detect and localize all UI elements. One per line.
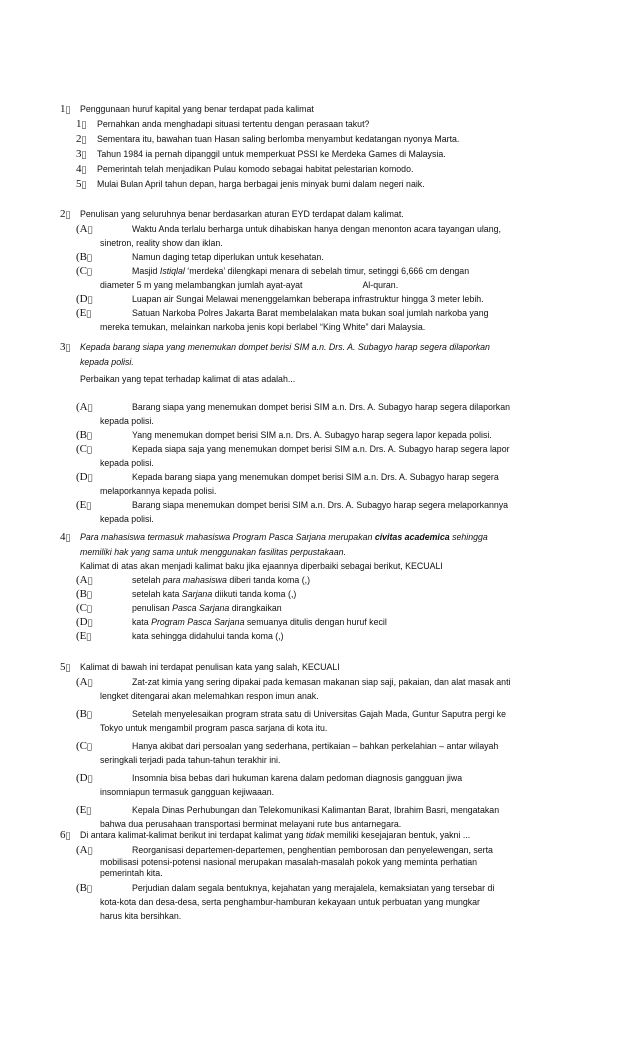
q3-option-d: (D Kepada barang siapa yang menemukan dompet berisi SIM a.n. Drs. A. Subagyo harap segera melaporkannya kepada polisi.: [76, 471, 499, 496]
question-4-stem: 4 Para mahasiswa termasuk mahasiswa Program Pasca Sarjana merupakan civitas academica sehingga: [60, 531, 488, 543]
question-4: 4 Para mahasiswa termasuk mahasiswa Program Pasca Sarjana merupakan civitas academica sehingga memiliki hak yang sama untuk menggunakan fasilitas perpustakaan. Kalimat di atas akan menjadi kalimat baku jika ejaannya diperbaiki sebagai berikut, KECUALI (A setelah para mahasiswa diberi tanda koma (,) (B setelah kata Sarjana diikuti tanda koma (,) (C penulisan Pasca Sarjana dirangkaikan (D kata Program Pasca Sarjana semuanya ditulis dengan huruf kecil (E kata sehingga didahului tanda koma (,): [60, 530, 580, 643]
q2-option-c: (C Masjid Istiqlal ‘merdeka’ dilengkapi menara di sebelah timur, setinggi 6,666 cm dengan diameter 5 m yang melambangkan jumlah ayat-ayat Al-quran.: [76, 265, 470, 290]
q5-option-d: (D Insomnia bisa bebas dari hukuman karena dalam pedoman diagnosis gangguan jiwa insomniapun termasuk gangguan kejiwaaan.: [76, 772, 463, 797]
question-1: [60, 102, 580, 192]
q2-option-e: (E Satuan Narkoba Polres Jakarta Barat membelalakan mata bukan soal jumlah narkoba yang mereka temukan, melainkan narkoba jenis kopi berlabel “King White” dari Malaysia.: [76, 307, 489, 332]
q3-option-c: (C Kepada siapa saja yang menemukan dompet berisi SIM a.n. Drs. A. Subagyo harap segera lapor kepada polisi.: [76, 443, 510, 468]
q4-option-b: (B setelah kata Sarjana diikuti tanda koma (,): [76, 588, 297, 600]
q1-item: 4 Pemerintah telah menjadikan Pulau komodo sebagai habitat pelestarian komodo.: [76, 163, 414, 175]
q6-option-b: (B Perjudian dalam segala bentuknya, kejahatan yang merajalela, kemaksiatan yang tersebar di kota-kota dan desa-desa, serta penghambur-hamburan kekayaan untuk perbuatan yang mungkar harus kita bersihkan.: [76, 882, 495, 921]
q4-option-c: (C penulisan Pasca Sarjana dirangkaikan: [76, 602, 282, 614]
question-3: 3 Kepada barang siapa yang menemukan dompet berisi SIM a.n. Drs. A. Subagyo harap segera dilaporkan kepada polisi. Perbaikan yang tepat terhadap kalimat di atas adalah... (A Barang siapa yang menemukan dompet berisi SIM a.n. Drs. A. Subagyo harap segera dilaporkan kepada polisi. (B Yang menemukan dompet berisi SIM a.n. Drs. A. Subagyo harap segera lapor kepada polisi. (C Kepada siapa saja yang menemukan dompet berisi SIM a.n. Drs. A. Subagyo harap segera lapor kepada polisi. (D Kepada barang siapa yang menemukan dompet berisi SIM a.n. Drs. A. Subagyo harap segera melaporkannya kepada polisi. (E Barang siapa menemukan dompet berisi SIM a.n. Drs. A. Subagyo harap segera melaporkannya kepada polisi.: [60, 340, 580, 526]
q3-option-e: (E Barang siapa menemukan dompet berisi SIM a.n. Drs. A. Subagyo harap segera melaporkannya kepada polisi.: [76, 499, 509, 524]
question-1-stem: 1 Penggunaan huruf kapital yang benar terdapat pada kalimat: [60, 103, 314, 115]
question-4-prompt: Kalimat di atas akan menjadi kalimat baku jika ejaannya diperbaiki sebagai berikut, KECUALI: [80, 561, 443, 571]
question-3-stem: 3 Kepada barang siapa yang menemukan dompet berisi SIM a.n. Drs. A. Subagyo harap segera dilaporkan: [60, 341, 490, 353]
q4-option-d: (D kata Program Pasca Sarjana semuanya ditulis dengan huruf kecil: [76, 616, 387, 628]
question-2: [60, 207, 580, 334]
q1-item: 3 Tahun 1984 ia pernah dipanggil untuk memperkuat PSSI ke Merdeka Games di Malaysia.: [76, 148, 446, 160]
question-5-stem: 5 Kalimat di bawah ini terdapat penulisan kata yang salah, KECUALI: [60, 661, 340, 673]
q3-option-b: (B Yang menemukan dompet berisi SIM a.n. Drs. A. Subagyo harap segera lapor kepada polisi.: [76, 429, 492, 441]
q2-option-b: (B Namun daging tetap diperlukan untuk kesehatan.: [76, 251, 324, 263]
q3-option-a: (A Barang siapa yang menemukan dompet berisi SIM a.n. Drs. A. Subagyo harap segera dilaporkan kepada polisi.: [76, 401, 510, 426]
q2-option-d: (D Luapan air Sungai Melawai menenggelamkan beberapa infrastruktur hingga 3 meter lebih.: [76, 293, 484, 305]
q4-option-e: (E kata sehingga didahului tanda koma (,): [76, 630, 284, 642]
q5-option-e: (E Kepala Dinas Perhubungan dan Telekomunikasi Kalimantan Barat, Ibrahim Basri, mengatakan bahwa dua perusahaan transportasi berminat melayani rute bus antarnegara.: [76, 804, 500, 829]
q2-option-a: (A Waktu Anda terlalu berharga untuk dihabiskan hanya dengan menonton acara tayangan ulang, sinetron, reality show dan iklan.: [76, 223, 501, 248]
question-2-stem: 2 Penulisan yang seluruhnya benar berdasarkan aturan EYD terdapat dalam kalimat.: [60, 208, 404, 220]
q4-option-a: (A setelah para mahasiswa diberi tanda koma (,): [76, 574, 310, 586]
question-5: [60, 660, 580, 831]
q5-option-b: (B Setelah menyelesaikan program strata satu di Universitas Gajah Mada, Guntur Saputra pergi ke Tokyo untuk mengambil program pasca sarjana di kota itu.: [76, 708, 507, 733]
q1-item: 5 Mulai Bulan April tahun depan, harga berbagai jenis minyak bumi dalam negeri naik.: [76, 178, 425, 190]
q5-option-c: (C Hanya akibat dari persoalan yang sederhana, pertikaian – bahkan perkelahian – antar wilayah seringkali terjadi pada tahun-tahun terakhir ini.: [76, 740, 499, 765]
question-6-stem: 6 Di antara kalimat-kalimat berikut ini terdapat kalimat yang tidak memiliki kesejajaran bentuk, yakni ...: [60, 829, 471, 841]
question-6: [60, 828, 580, 923]
question-3-prompt: Perbaikan yang tepat terhadap kalimat di atas adalah...: [80, 374, 296, 384]
q6-option-a: (A Reorganisasi departemen-departemen, penghentian pemborosan dan penyelewengan, serta mobilisasi potensi-potensi nasional merupakan masalah-masalah pokok yang meminta perhatian pemerintah kita.: [76, 844, 493, 878]
q1-item: 2 Sementara itu, bawahan tuan Hasan saling berlomba menyambut kedatangan nyonya Marta.: [76, 133, 460, 145]
q1-item: 1 Pernahkan anda menghadapi situasi tertentu dengan perasaan takut?: [76, 118, 370, 130]
q5-option-a: (A Zat-zat kimia yang sering dipakai pada kemasan makanan siap saji, pakaian, dan alat masak anti lengket ditengarai akan melemahkan respon imun anak.: [76, 676, 511, 701]
